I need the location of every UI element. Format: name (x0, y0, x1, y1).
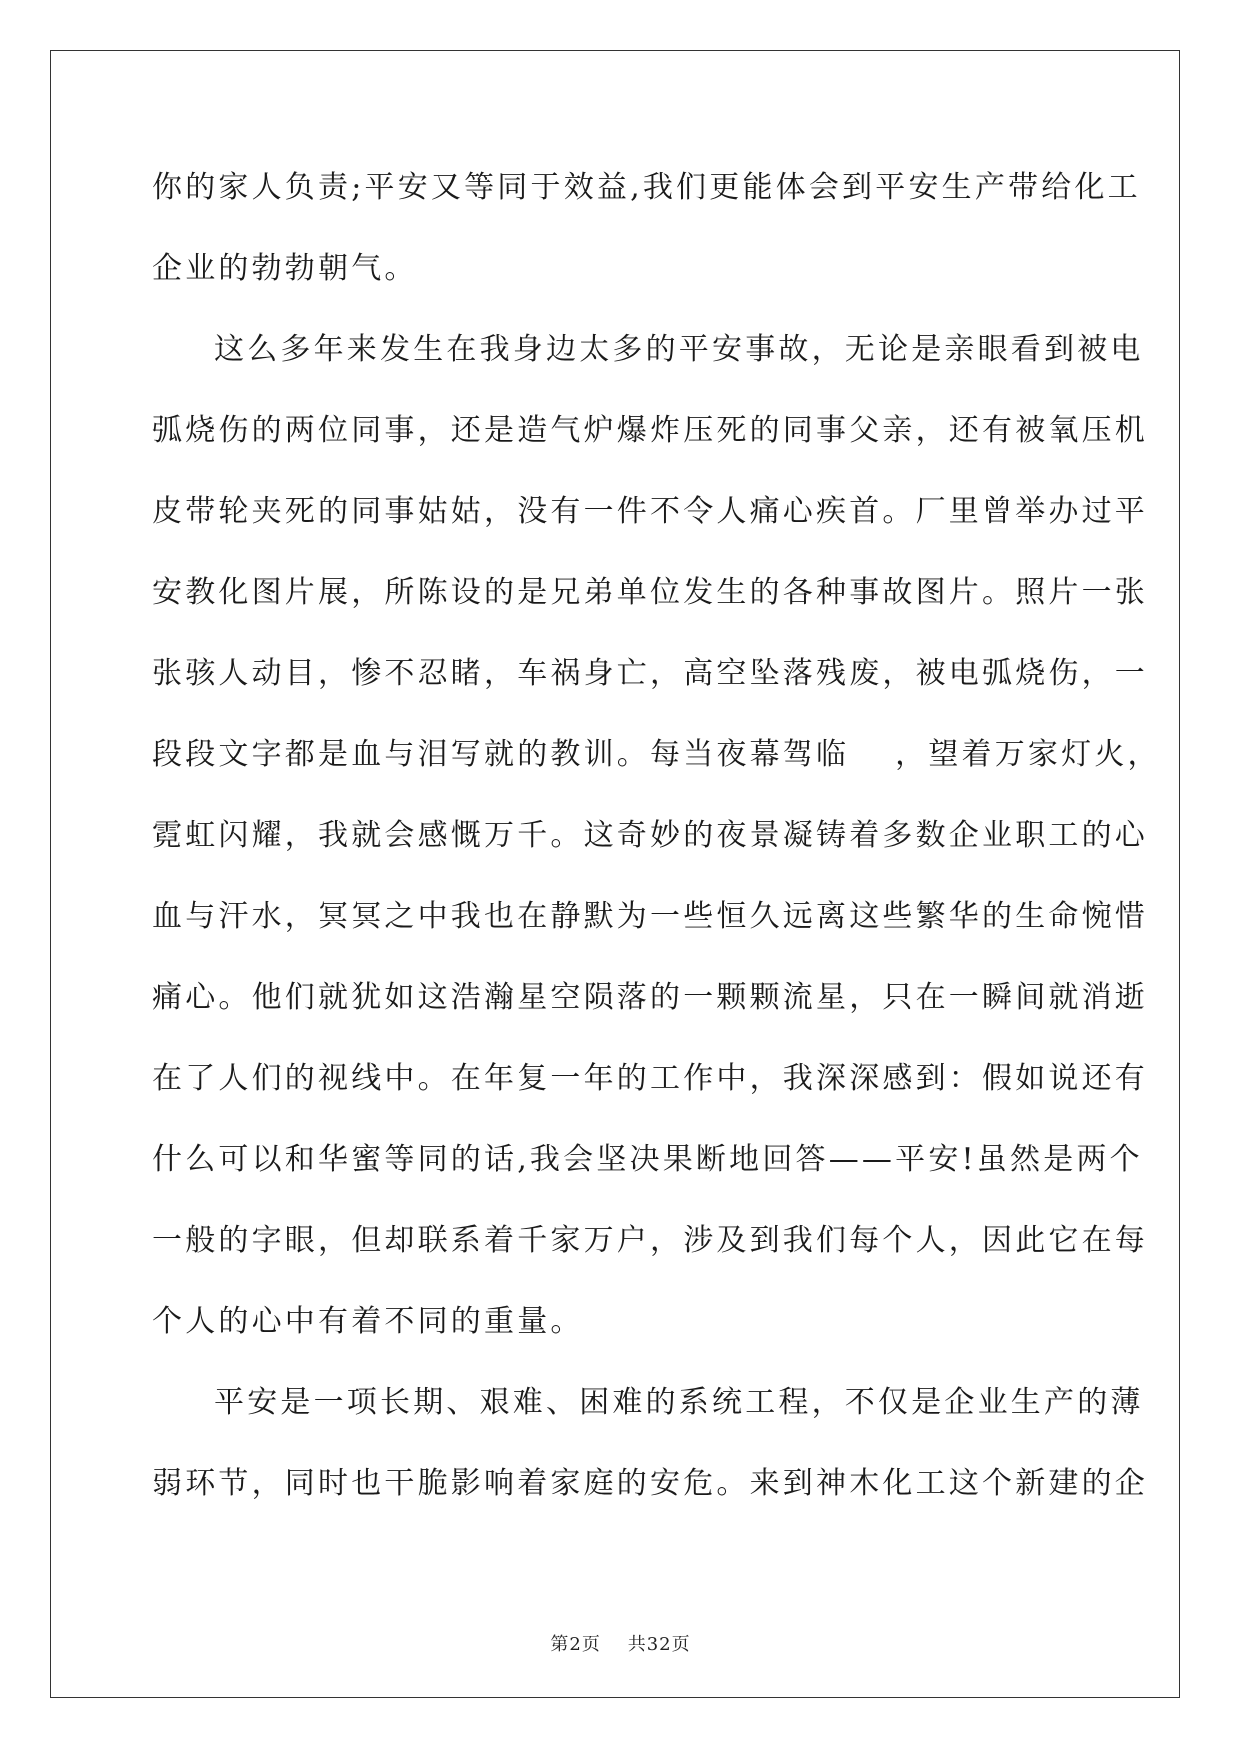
text-line: 霓虹闪耀，我就会感慨万千。这奇妙的夜景凝铸着多数企业职工的心 (152, 818, 1148, 853)
text-line: 一般的字眼，但却联系着千家万户，涉及到我们每个人，因此它在每 (152, 1223, 1148, 1258)
text-line: 痛心。他们就犹如这浩瀚星空陨落的一颗颗流星，只在一瞬间就消逝 (152, 980, 1148, 1015)
text-line: 弱环节，同时也干脆影响着家庭的安危。来到神木化工这个新建的企 (152, 1466, 1148, 1501)
paragraph-start-line: 平安是一项长期、艰难、困难的系统工程，不仅是企业生产的薄 (214, 1385, 1144, 1420)
text-line: 安教化图片展，所陈设的是兄弟单位发生的各种事故图片。照片一张 (152, 575, 1148, 610)
text-line: 什么可以和华蜜等同的话,我会坚决果断地回答——平安!虽然是两个 (152, 1142, 1143, 1177)
text-line: 段段文字都是血与泪写就的教训。每当夜幕驾临 ，望着万家灯火， (152, 737, 1161, 772)
text-line: 企业的勃勃朝气。 (152, 251, 418, 286)
text-line: 血与汗水，冥冥之中我也在静默为一些恒久远离这些繁华的生命惋惜 (152, 899, 1148, 934)
paragraph-start-line: 这么多年来发生在我身边太多的平安事故，无论是亲眼看到被电 (214, 332, 1144, 367)
page-number: 第2页 (550, 1634, 601, 1655)
text-line: 个人的心中有着不同的重量。 (152, 1304, 584, 1339)
text-line: 在了人们的视线中。在年复一年的工作中，我深深感到：假如说还有 (152, 1061, 1148, 1096)
page-total: 共32页 (627, 1634, 691, 1655)
text-line: 弧烧伤的两位同事，还是造气炉爆炸压死的同事父亲，还有被氧压机 (152, 413, 1148, 448)
page-footer (0, 1630, 1241, 1656)
document-body (152, 160, 1161, 1537)
text-line: 张骇人动目，惨不忍睹，车祸身亡，高空坠落残废，被电弧烧伤，一 (152, 656, 1148, 691)
text-line: 你的家人负责;平安又等同于效益,我们更能体会到平安生产带给化工 (152, 170, 1141, 205)
text-line: 皮带轮夹死的同事姑姑，没有一件不令人痛心疾首。厂里曾举办过平 (152, 494, 1148, 529)
